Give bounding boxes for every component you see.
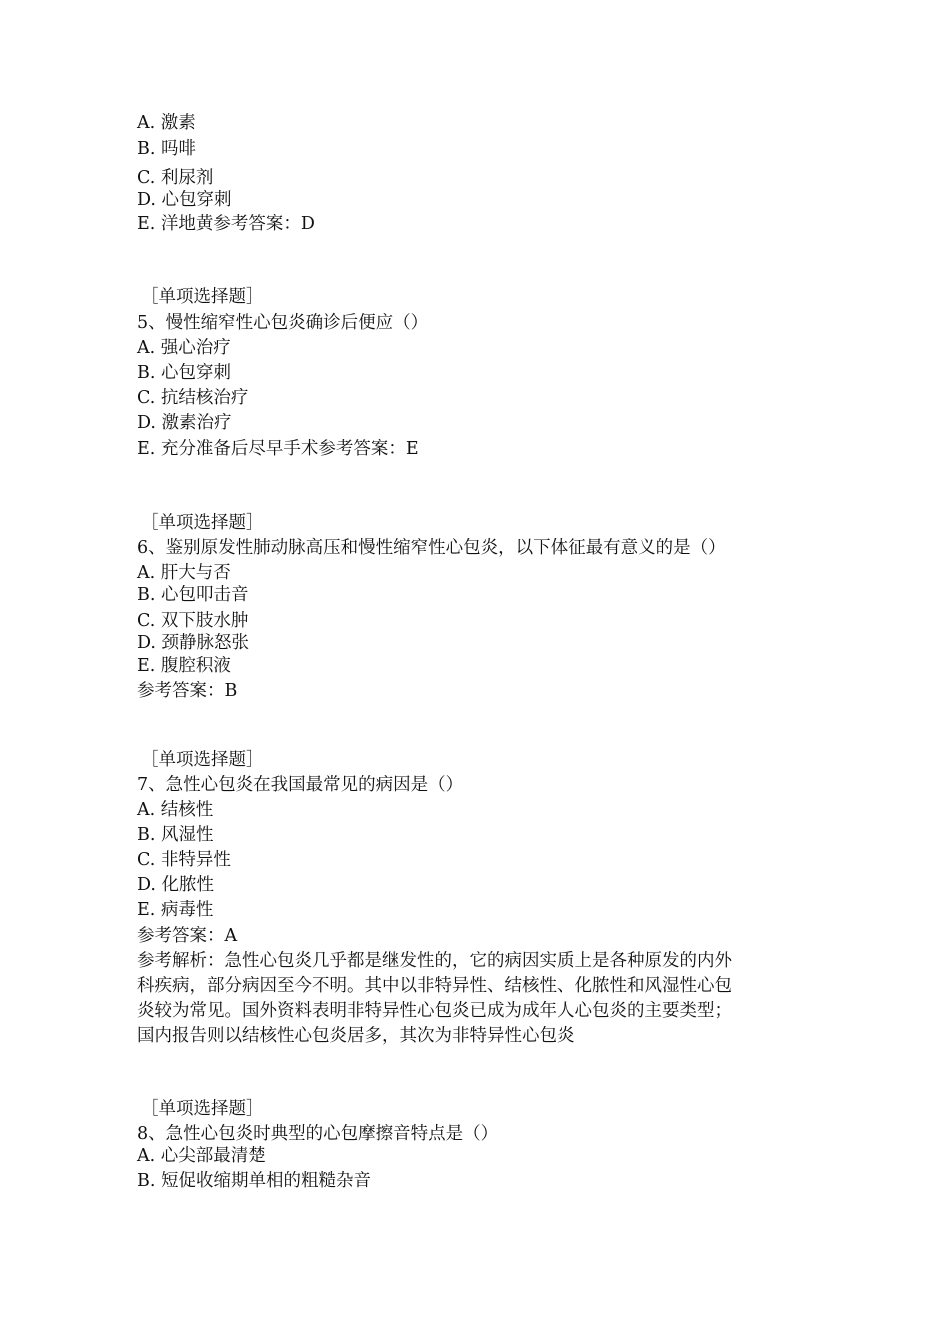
q4-option-b: B. 吗啡 xyxy=(137,139,196,159)
q7-analysis-line-3: 炎较为常见。国外资料表明非特异性心包炎已成为成年人心包炎的主要类型； xyxy=(137,1001,732,1021)
q5-type-tag: ［单项选择题］ xyxy=(141,287,264,307)
q5-option-b: B. 心包穿刺 xyxy=(137,363,231,383)
q7-option-d: D. 化脓性 xyxy=(137,875,215,895)
q7-option-a: A. 结核性 xyxy=(137,800,214,820)
q4-option-d: D. 心包穿刺 xyxy=(137,190,232,210)
q6-option-c: C. 双下肢水肿 xyxy=(137,611,249,631)
q6-option-e: E. 腹腔积液 xyxy=(137,656,231,676)
q7-option-e: E. 病毒性 xyxy=(137,900,214,920)
q7-analysis-line-4: 国内报告则以结核性心包炎居多，其次为非特异性心包炎 xyxy=(137,1026,575,1046)
q7-analysis-line-2: 科疾病，部分病因至今不明。其中以非特异性、结核性、化脓性和风湿性心包 xyxy=(137,976,732,996)
q8-type-tag: ［单项选择题］ xyxy=(141,1099,264,1119)
q7-option-b: B. 风湿性 xyxy=(137,825,214,845)
q8-question: 8、急性心包炎时典型的心包摩擦音特点是（） xyxy=(137,1124,499,1144)
q7-question: 7、急性心包炎在我国最常见的病因是（） xyxy=(137,775,464,795)
q8-option-a: A. 心尖部最清楚 xyxy=(137,1146,266,1166)
q5-question: 5、慢性缩窄性心包炎确诊后便应（） xyxy=(137,313,429,333)
q7-option-c: C. 非特异性 xyxy=(137,850,231,870)
q5-option-d: D. 激素治疗 xyxy=(137,413,232,433)
q4-option-c: C. 利尿剂 xyxy=(137,168,214,188)
q4-option-a: A. 激素 xyxy=(137,113,196,133)
q7-answer: 参考答案：A xyxy=(137,926,238,946)
q7-type-tag: ［单项选择题］ xyxy=(141,750,264,770)
q6-option-b: B. 心包叩击音 xyxy=(137,585,249,605)
q4-option-e-answer: E. 洋地黄参考答案：D xyxy=(137,214,315,234)
q6-answer: 参考答案：B xyxy=(137,681,238,701)
q6-option-d: D. 颈静脉怒张 xyxy=(137,633,250,653)
q8-option-b: B. 短促收缩期单相的粗糙杂音 xyxy=(137,1171,371,1191)
q7-analysis-line-1: 参考解析：急性心包炎几乎都是继发性的，它的病因实质上是各种原发的内外 xyxy=(137,951,732,971)
q6-option-a: A. 肝大与否 xyxy=(137,563,231,583)
q5-option-c: C. 抗结核治疗 xyxy=(137,388,249,408)
q5-option-a: A. 强心治疗 xyxy=(137,338,231,358)
q5-option-e-answer: E. 充分准备后尽早手术参考答案：E xyxy=(137,439,419,459)
q6-question: 6、鉴别原发性肺动脉高压和慢性缩窄性心包炎，以下体征最有意义的是（） xyxy=(137,538,726,558)
q6-type-tag: ［单项选择题］ xyxy=(141,513,264,533)
